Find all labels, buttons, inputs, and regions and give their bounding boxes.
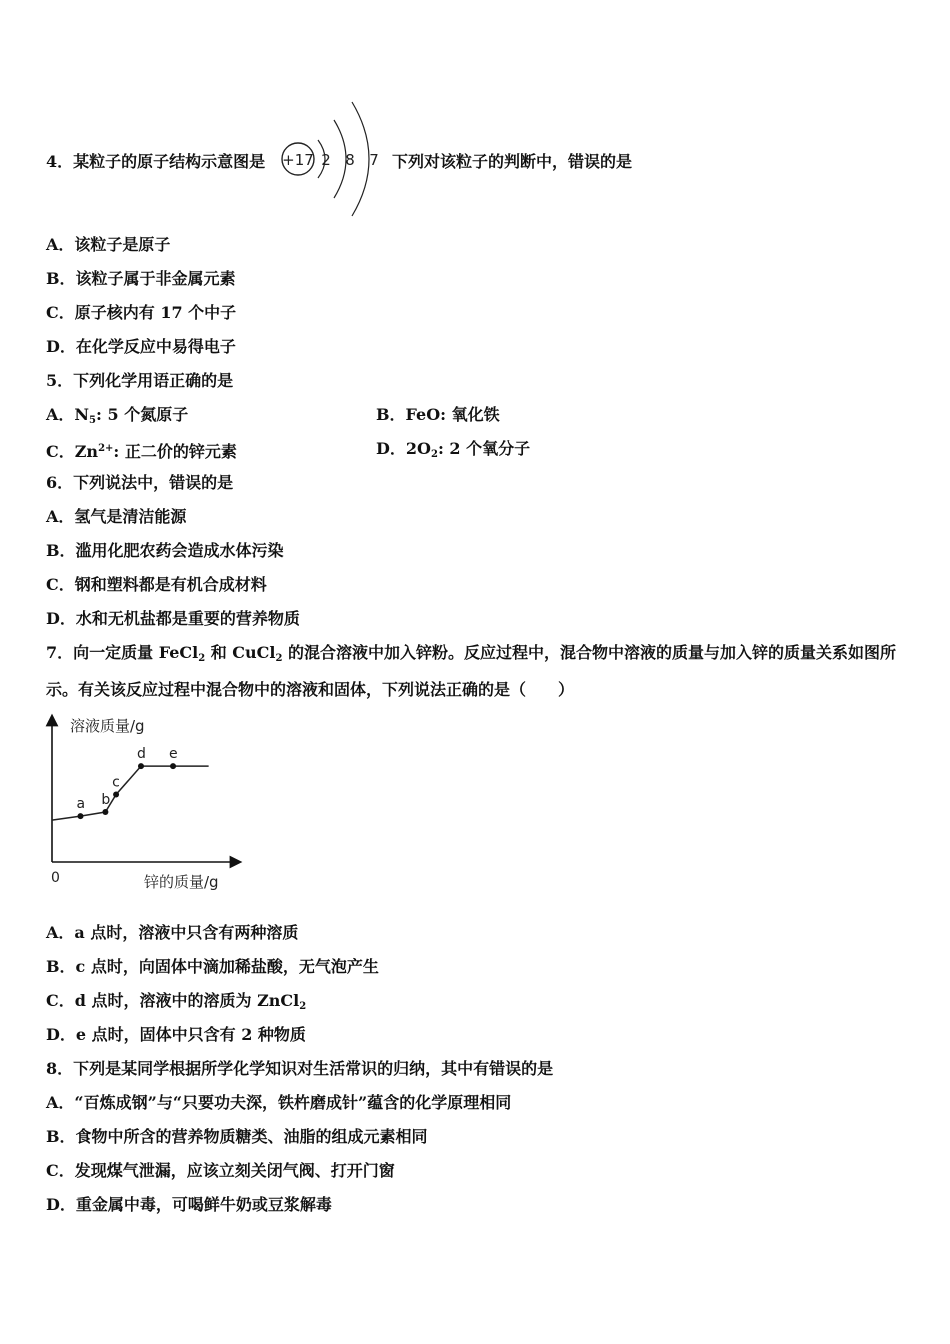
q5-option-d[interactable]: D．$2O_2$: 2 个氧分子 bbox=[376, 439, 531, 460]
q8-option-d[interactable]: D．重金属中毒，可喝鲜牛奶或豆浆解毒 bbox=[46, 1195, 332, 1214]
y-axis-label: 溶液质量/g bbox=[70, 717, 145, 735]
q7-stem-line2: 示。有关该反应过程中混合物中的溶液和固体，下列说法正确的是（ ） bbox=[46, 680, 575, 699]
origin-label: 0 bbox=[51, 870, 60, 886]
point-label-c: c bbox=[112, 774, 120, 791]
q5-stem: 5．下列化学用语正确的是 bbox=[46, 371, 234, 390]
point-label-e: e bbox=[169, 746, 178, 763]
point-label-d: d bbox=[137, 746, 146, 763]
point-e bbox=[170, 763, 176, 769]
q8-option-a[interactable]: A．“百炼成钢”与“只要功夫深，铁杵磨成针”蕴含的化学原理相同 bbox=[46, 1093, 512, 1112]
nucleus-charge: +17 bbox=[282, 151, 314, 169]
q4-stem-part2: 下列对该粒子的判断中，错误的是 bbox=[392, 152, 633, 171]
q4-option-d[interactable]: D．在化学反应中易得电子 bbox=[46, 337, 236, 356]
q6-option-c[interactable]: C．钢和塑料都是有机合成材料 bbox=[46, 575, 267, 594]
q6-stem: 6．下列说法中，错误的是 bbox=[46, 473, 234, 492]
zinc-mass-chart bbox=[40, 712, 250, 892]
shell-electrons-2: 8 bbox=[345, 151, 355, 169]
q6-option-b[interactable]: B．滥用化肥农药会造成水体污染 bbox=[46, 541, 284, 560]
q4-option-b[interactable]: B．该粒子属于非金属元素 bbox=[46, 269, 236, 288]
q4-option-c[interactable]: C．原子核内有 17 个中子 bbox=[46, 303, 237, 322]
q8-option-c[interactable]: C．发现煤气泄漏，应该立刻关闭气阀、打开门窗 bbox=[46, 1161, 395, 1180]
q4-stem-part1: 4．某粒子的原子结构示意图是 bbox=[46, 152, 266, 171]
q6-option-d[interactable]: D．水和无机盐都是重要的营养物质 bbox=[46, 609, 300, 628]
point-label-a: a bbox=[76, 796, 86, 813]
q7-option-b[interactable]: B．c 点时，向固体中滴加稀盐酸，无气泡产生 bbox=[46, 957, 379, 976]
q7-option-a[interactable]: A．a 点时，溶液中只含有两种溶质 bbox=[46, 923, 299, 942]
q4-option-a[interactable]: A．该粒子是原子 bbox=[46, 235, 171, 254]
q5-option-c[interactable]: C．$Zn^{2+}$: 正二价的锌元素 bbox=[46, 442, 237, 461]
shell-arc-2 bbox=[334, 120, 346, 198]
point-c bbox=[113, 792, 119, 798]
shell-electrons-1: 2 bbox=[321, 151, 331, 169]
q7-option-c[interactable]: C．d 点时，溶液中的溶质为 ZnCl$_2$ bbox=[46, 991, 307, 1012]
q6-option-a[interactable]: A．氢气是清洁能源 bbox=[46, 507, 187, 526]
point-b bbox=[102, 809, 108, 815]
q8-stem: 8．下列是某同学根据所学化学知识对生活常识的归纳，其中有错误的是 bbox=[46, 1059, 554, 1078]
q7-option-d[interactable]: D．e 点时，固体中只含有 2 种物质 bbox=[46, 1025, 306, 1044]
point-d bbox=[138, 763, 144, 769]
q5-option-a[interactable]: A．$N_5$: 5 个氮原子 bbox=[46, 405, 189, 426]
point-a bbox=[77, 813, 83, 819]
q5-option-b[interactable]: B．FeO: 氧化铁 bbox=[376, 405, 500, 424]
shell-electrons-3: 7 bbox=[369, 151, 379, 169]
point-label-b: b bbox=[101, 792, 111, 809]
q8-option-b[interactable]: B．食物中所含的营养物质糖类、油脂的组成元素相同 bbox=[46, 1127, 428, 1146]
q7-stem-line1: 7．向一定质量 FeCl$_2$ 和 CuCl$_2$ 的混合溶液中加入锌粉。反应过程中，混合物中溶液的质量与加入锌的质量关系如图所 bbox=[46, 643, 897, 664]
x-axis-label: 锌的质量/g bbox=[144, 873, 219, 891]
atom-structure-diagram bbox=[278, 100, 388, 218]
